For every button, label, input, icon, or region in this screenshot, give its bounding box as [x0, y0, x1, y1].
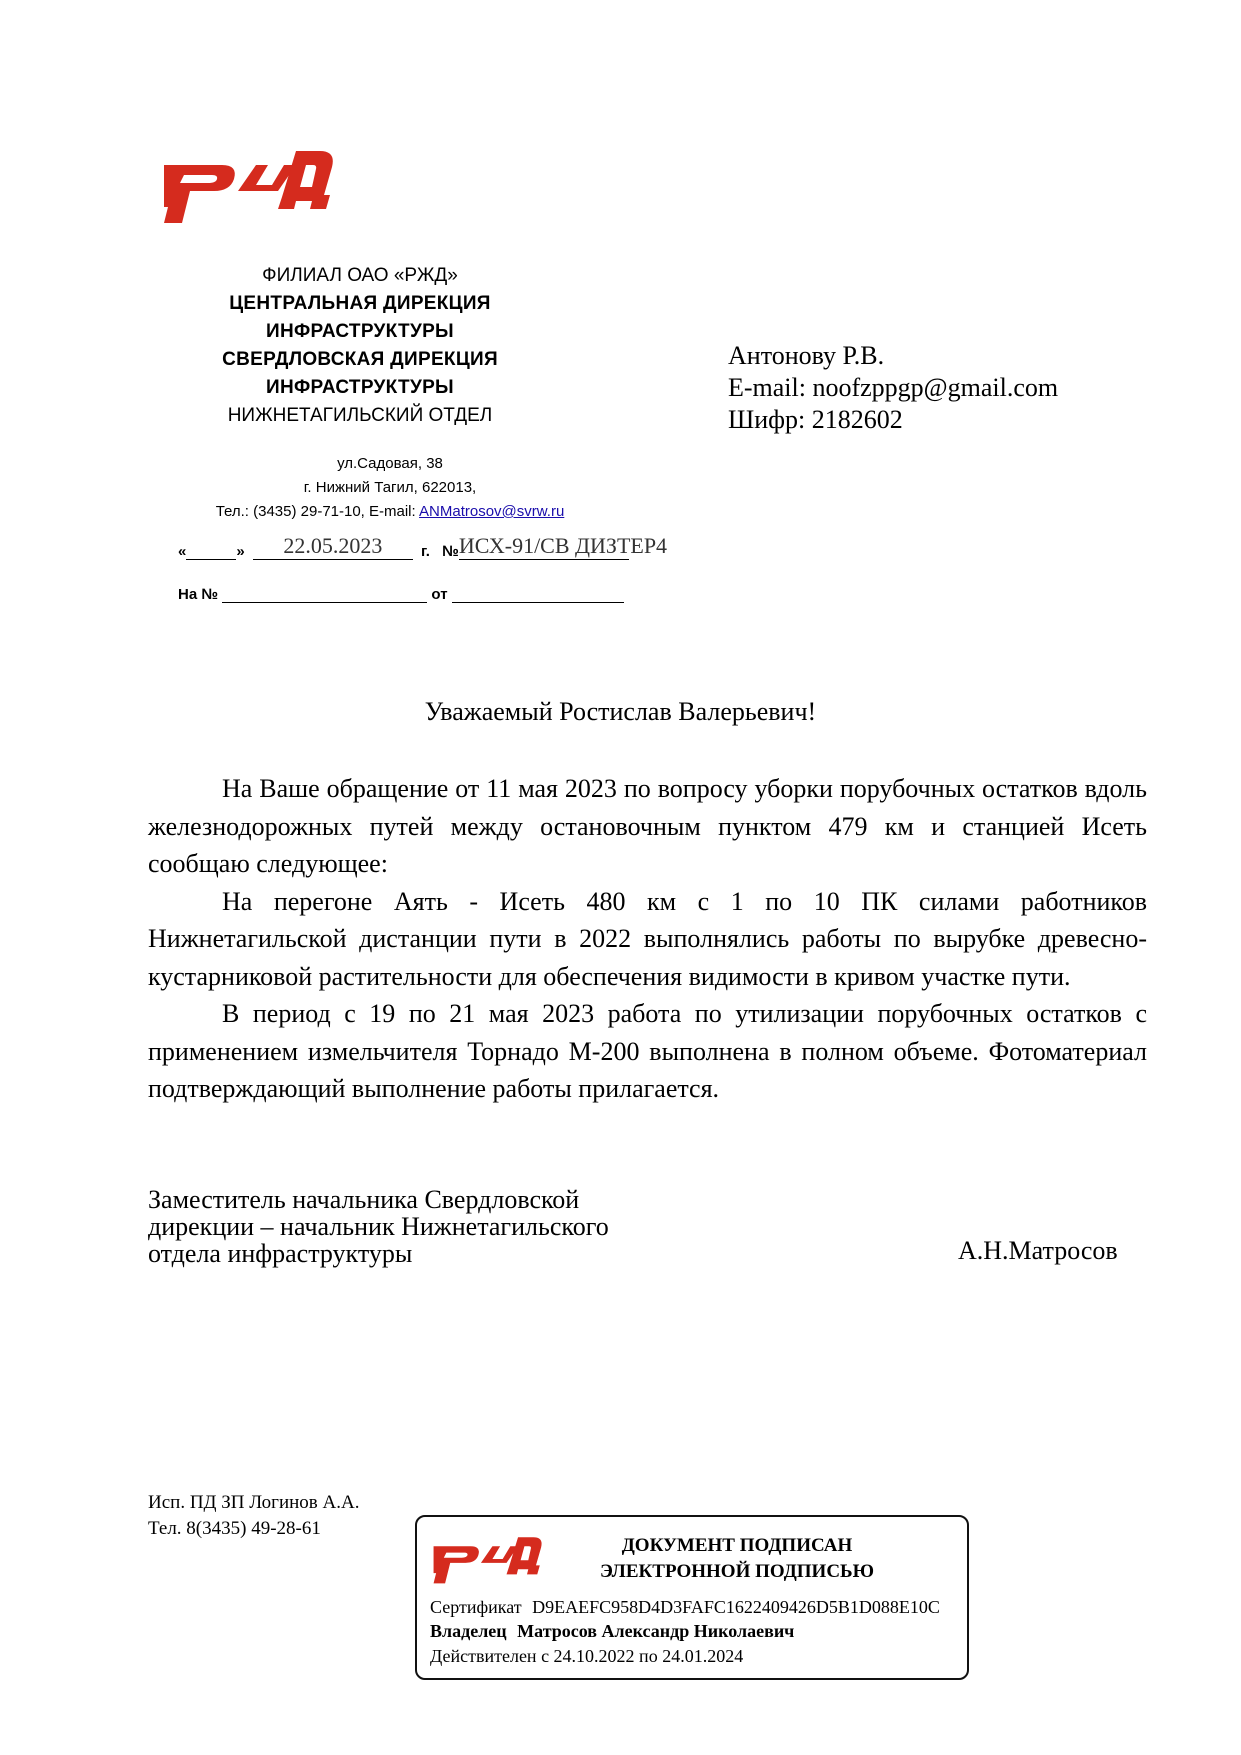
org-line: ИНФРАСТРУКТУРЫ	[266, 321, 454, 342]
owner-value: Матросов Александр Николаевич	[517, 1621, 795, 1641]
registration-date: 22.05.2023	[253, 533, 413, 560]
signatory-position	[148, 1186, 609, 1267]
sender-email-link[interactable]: ANMatrosov@svrw.ru	[419, 503, 565, 520]
rzd-logo	[160, 145, 335, 225]
org-line: НИЖНЕТАГИЛЬСКИЙ ОТДЕЛ	[227, 405, 493, 426]
organization-header	[210, 262, 510, 430]
reference-from-label: от	[431, 586, 448, 603]
position-line: отдела инфраструктуры	[148, 1239, 413, 1268]
body-paragraph: В период с 19 по 21 мая 2023 работа по утилизации порубочных остатков с применением измельчителя Торнадо М-200 выполнена в полном объеме. Фотоматериал подтверждающий выполнение работы прилагается.	[148, 999, 1147, 1103]
org-line: СВЕРДЛОВСКАЯ ДИРЕКЦИЯ	[222, 349, 498, 370]
registration-number: ИСХ-91/СВ ДИЗТЕР4	[458, 533, 668, 558]
number-label: №	[442, 543, 459, 560]
org-line: ФИЛИАЛ ОАО «РЖД»	[262, 265, 458, 286]
executor-info	[148, 1490, 359, 1542]
stamp-rzd-logo	[431, 1533, 543, 1585]
body-paragraph: На Ваше обращение от 11 мая 2023 по вопросу уборки порубочных остатков вдоль железнодорожных путей между остановочным пунктом 479 км и станцией Исеть сообщаю следующее:	[148, 774, 1147, 878]
recipient-block	[728, 340, 1058, 436]
address-city: г. Нижний Тагил, 622013,	[303, 479, 477, 496]
sender-address	[160, 452, 620, 524]
org-line: ИНФРАСТРУКТУРЫ	[266, 377, 454, 398]
reference-number-blank	[222, 582, 427, 603]
stamp-validity: Действителен с 24.10.2022 по 24.01.2024	[430, 1646, 744, 1666]
signatory-name: А.Н.Матросов	[958, 1236, 1118, 1265]
executor-name: Исп. ПД ЗП Логинов А.А.	[148, 1492, 360, 1513]
electronic-signature-stamp	[415, 1515, 969, 1680]
recipient-email: E-mail: noofzppgp@gmail.com	[728, 373, 1059, 402]
position-line: Заместитель начальника Свердловской	[148, 1185, 580, 1214]
stamp-title	[572, 1533, 902, 1585]
recipient-cipher: Шифр: 2182602	[728, 405, 903, 434]
address-street: ул.Садовая, 38	[337, 455, 443, 472]
reference-date-blank	[452, 582, 624, 603]
certificate-label: Сертификат	[430, 1597, 522, 1617]
address-contacts	[160, 500, 620, 524]
stamp-title-line: ДОКУМЕНТ ПОДПИСАН	[621, 1535, 853, 1556]
body-paragraph: На перегоне Аять - Исеть 480 км с 1 по 10 ПК силами работников Нижнетагильской дистанции пути в 2022 выполнялись работы по вырубке древесно-кустарниковой растительности для обеспечения видимости в кривом участке пути.	[148, 886, 1147, 991]
executor-phone: Тел. 8(3435) 49-28-61	[148, 1518, 321, 1539]
position-line: дирекции – начальник Нижнетагильского	[148, 1212, 609, 1241]
org-line: ЦЕНТРАЛЬНАЯ ДИРЕКЦИЯ	[229, 293, 491, 314]
recipient-name: Антонову Р.В.	[728, 341, 885, 370]
open-quote: «	[178, 543, 187, 560]
owner-label: Владелец	[430, 1621, 507, 1641]
day-blank	[186, 559, 236, 560]
registration-line	[178, 533, 668, 561]
stamp-certificate	[430, 1597, 940, 1618]
letter-body	[148, 770, 1147, 1108]
close-quote: »	[236, 543, 245, 560]
reference-line	[178, 582, 624, 606]
stamp-owner	[430, 1621, 794, 1642]
certificate-value: D9EAEFC958D4D3FAFC1622409426D5B1D088E10C	[532, 1597, 940, 1617]
stamp-title-line: ЭЛЕКТРОННОЙ ПОДПИСЬЮ	[599, 1561, 875, 1582]
address-phone: Тел.: (3435) 29-71-10, E-mail:	[215, 503, 420, 520]
greeting: Уважаемый Ростислав Валерьевич!	[424, 697, 817, 726]
reference-label: На №	[178, 586, 219, 603]
year-suffix: г.	[421, 543, 430, 560]
